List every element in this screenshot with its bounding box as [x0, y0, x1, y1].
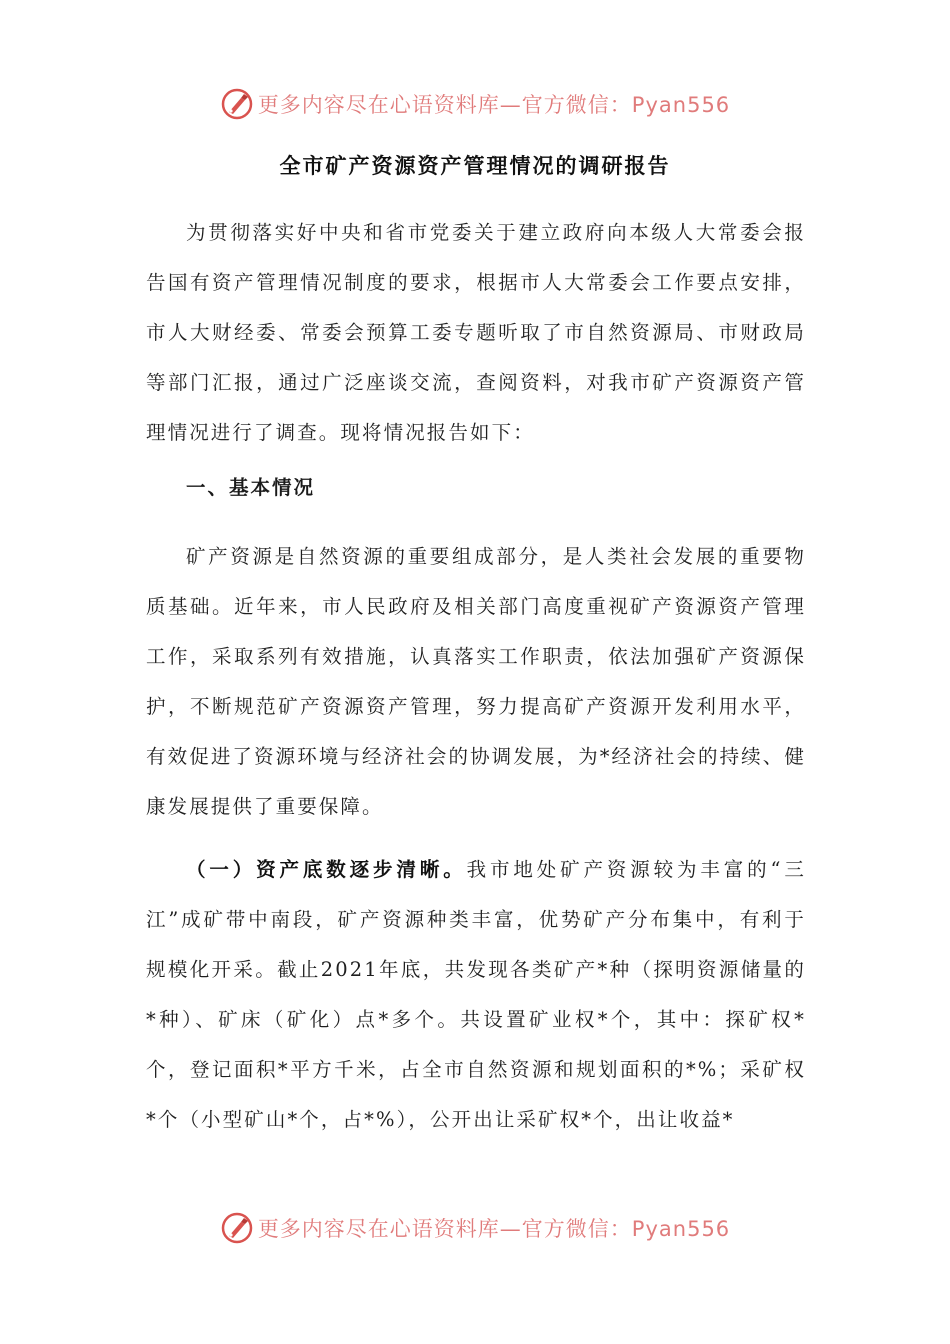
pen-nib-seal-icon: [220, 1211, 254, 1245]
subsection-paragraph: [146, 845, 806, 1145]
subsection-lead: （一）资产底数逐步清晰。: [186, 858, 467, 881]
watermark-banner-bottom: [0, 1208, 950, 1248]
section-heading-basic-situation: 一、基本情况: [186, 476, 316, 499]
section-paragraph: 矿产资源是自然资源的重要组成部分，是人类社会发展的重要物质基础。近年来，市人民政府及相关部门高度重视矿产资源资产管理工作，采取系列有效措施，认真落实工作职责，依法加强矿产资源保护，不断规范矿产资源资产管理，努力提高矿产资源开发利用水平，有效促进了资源环境与经济社会的协调发展，为*经济社会的持续、健康发展提供了重要保障。: [146, 545, 806, 818]
watermark-banner-top: [0, 84, 950, 124]
document-title: 全市矿产资源资产管理情况的调研报告: [279, 154, 671, 178]
watermark-text: 更多内容尽在心语资料库—官方微信：Pyan556: [257, 1217, 731, 1241]
subsection-text: 我市地处矿产资源较为丰富的“三江”成矿带中南段，矿产资源种类丰富，优势矿产分布集中，有利于规模化开采。截止2021年底，共发现各类矿产*种（探明资源储量的*种）、矿床（矿化）点*多个。共设置矿业权*个，其中：探矿权*个，登记面积*平方千米，占全市自然资源和规划面积的*%；采矿权*个（小型矿山*个，占*%），公开出让采矿权*个，出让收益*: [146, 858, 806, 1131]
intro-paragraph: 为贯彻落实好中央和省市党委关于建立政府向本级人大常委会报告国有资产管理情况制度的要求，根据市人大常委会工作要点安排，市人大财经委、常委会预算工委专题听取了市自然资源局、市财政局等部门汇报，通过广泛座谈交流，查阅资料，对我市矿产资源资产管理情况进行了调查。现将情况报告如下：: [146, 221, 806, 444]
watermark-text: 更多内容尽在心语资料库—官方微信：Pyan556: [257, 93, 731, 117]
pen-nib-seal-icon: [220, 87, 254, 121]
